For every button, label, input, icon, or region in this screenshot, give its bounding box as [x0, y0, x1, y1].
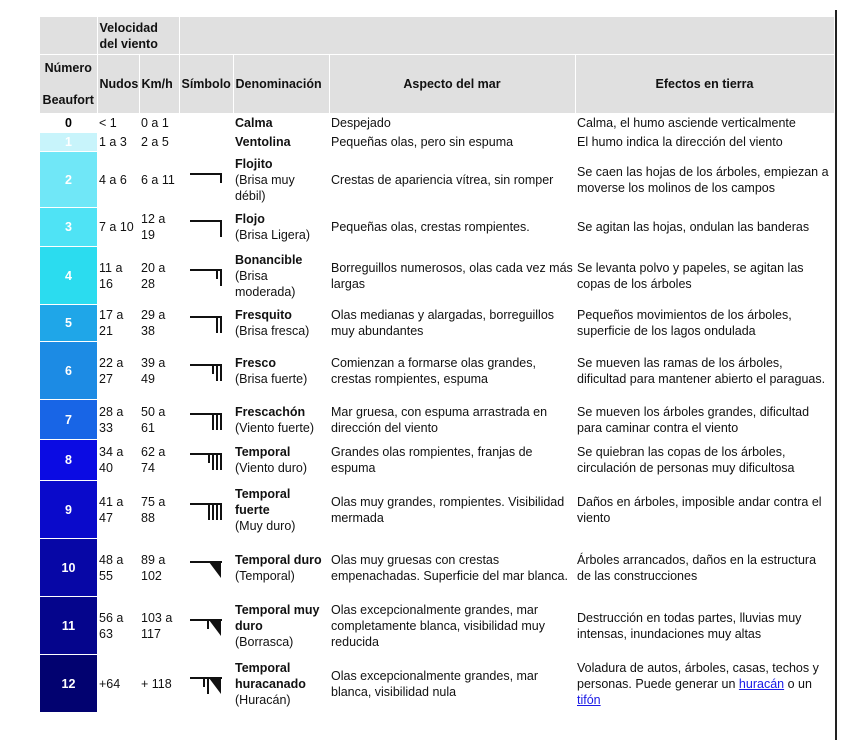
- land-text: Calma, el humo asciende verticalmente: [577, 116, 796, 130]
- symbol-cell: [179, 440, 233, 481]
- name-label: Temporal muy duro: [235, 602, 320, 633]
- table-row: [40, 440, 834, 481]
- beaufort-number-cell: 6: [40, 342, 97, 400]
- header-land: Efectos en tierra: [575, 55, 834, 114]
- knots-cell: < 1: [97, 114, 139, 133]
- beaufort-number-cell: 3: [40, 208, 97, 247]
- knots-cell: 4 a 6: [97, 152, 139, 208]
- kmh-cell: 12 a 19: [139, 208, 179, 247]
- kmh-cell: 0 a 1: [139, 114, 179, 133]
- kmh-cell: 89 a 102: [139, 539, 179, 597]
- name-subtitle: (Temporal): [235, 568, 295, 583]
- land-text: Se mueven las ramas de los árboles, dificultad para mantener abierto el paraguas.: [577, 355, 826, 386]
- symbol-cell: [179, 133, 233, 152]
- knots-cell: +64: [97, 655, 139, 713]
- name-label: Temporal duro: [235, 552, 322, 567]
- table-row: [40, 114, 834, 133]
- knots-cell: 28 a 33: [97, 400, 139, 440]
- knots-cell: 7 a 10: [97, 208, 139, 247]
- land-text: Daños en árboles, imposible andar contra el viento: [577, 494, 822, 525]
- name-cell: [233, 597, 329, 655]
- name-label: Fresquito: [235, 308, 292, 322]
- table-row: [40, 597, 834, 655]
- land-text: Se quiebran las copas de los árboles, circulación de personas muy dificultosa: [577, 445, 795, 475]
- kmh-cell: 20 a 28: [139, 247, 179, 305]
- header-row-top: [40, 17, 834, 55]
- land-text: Árboles arrancados, daños en la estructura de las construcciones: [577, 552, 817, 583]
- beaufort-number-cell: 11: [40, 597, 97, 655]
- sea-cell: Olas excepcionalmente grandes, mar blanca, visibilidad nula: [329, 655, 575, 713]
- sea-cell: Olas excepcionalmente grandes, mar completamente blanca, visibilidad muy reducida: [329, 597, 575, 655]
- name-label: Frescachón: [235, 404, 306, 419]
- beaufort-number-cell: 5: [40, 305, 97, 342]
- beaufort-number-cell: 2: [40, 152, 97, 208]
- symbol-cell: [179, 114, 233, 133]
- knots-cell: 11 a 16: [97, 247, 139, 305]
- symbol-cell: [179, 152, 233, 208]
- beaufort-scale-table: [40, 17, 835, 713]
- name-label: Temporal fuerte: [235, 486, 291, 517]
- header-symbol: Símbolo: [179, 55, 233, 114]
- name-label: Temporal huracanado: [235, 660, 306, 691]
- wind-barb-icon: [186, 263, 226, 289]
- wind-barb-icon: [186, 358, 226, 384]
- name-label: Calma: [235, 116, 273, 130]
- header-beaufort-number: [40, 55, 97, 114]
- beaufort-number-cell: 8: [40, 440, 97, 481]
- knots-cell: 34 a 40: [97, 440, 139, 481]
- table-row: [40, 400, 834, 440]
- land-cell: [575, 440, 834, 481]
- knots-cell: 56 a 63: [97, 597, 139, 655]
- land-cell: [575, 133, 834, 152]
- land-text: El humo indica la dirección del viento: [577, 135, 783, 149]
- beaufort-number-cell: 9: [40, 481, 97, 539]
- right-border-line: [835, 10, 837, 740]
- name-subtitle: (Muy duro): [235, 518, 296, 533]
- knots-cell: 22 a 27: [97, 342, 139, 400]
- name-cell: [233, 655, 329, 713]
- table-row: [40, 481, 834, 539]
- name-cell: [233, 152, 329, 208]
- header-knots: Nudos: [97, 55, 139, 114]
- kmh-cell: 50 a 61: [139, 400, 179, 440]
- header-wind-speed: Velocidad del viento: [97, 17, 179, 55]
- name-cell: [233, 305, 329, 342]
- name-subtitle: (Brisa fuerte): [235, 371, 308, 386]
- land-cell: [575, 597, 834, 655]
- beaufort-number-cell: 0: [40, 114, 97, 133]
- knots-cell: 48 a 55: [97, 539, 139, 597]
- name-cell: [233, 208, 329, 247]
- land-cell: [575, 114, 834, 133]
- sea-cell: Olas muy grandes, rompientes. Visibilidad mermada: [329, 481, 575, 539]
- land-cell: [575, 247, 834, 305]
- sea-cell: Mar gruesa, con espuma arrastrada en dirección del viento: [329, 400, 575, 440]
- beaufort-number-cell: 4: [40, 247, 97, 305]
- header-beaufort-line2: Beaufort: [42, 93, 94, 107]
- symbol-cell: [179, 208, 233, 247]
- land-text: Se mueven los árboles grandes, dificultad para caminar contra el viento: [577, 404, 810, 435]
- name-cell: [233, 133, 329, 152]
- sea-cell: Despejado: [329, 114, 575, 133]
- wind-barb-icon: [186, 407, 226, 433]
- name-subtitle: (Viento duro): [235, 461, 308, 475]
- name-label: Temporal: [235, 445, 291, 459]
- name-cell: [233, 400, 329, 440]
- name-label: Fresco: [235, 355, 276, 370]
- kmh-cell: 62 a 74: [139, 440, 179, 481]
- table-row: [40, 342, 834, 400]
- name-label: Ventolina: [235, 135, 291, 149]
- land-cell: [575, 400, 834, 440]
- symbol-cell: [179, 247, 233, 305]
- name-subtitle: (Brisa moderada): [235, 268, 296, 299]
- sea-cell: Olas muy gruesas con crestas empenachadas. Superficie del mar blanca.: [329, 539, 575, 597]
- header-row: [40, 55, 834, 114]
- name-cell: [233, 342, 329, 400]
- land-text: Se levanta polvo y papeles, se agitan las copas de los árboles: [577, 260, 804, 291]
- table-row: [40, 305, 834, 342]
- table-row: [40, 655, 834, 713]
- kmh-cell: + 118: [139, 655, 179, 713]
- wind-barb-icon: [186, 555, 226, 581]
- name-cell: [233, 539, 329, 597]
- wind-barb-icon: [186, 447, 226, 473]
- symbol-cell: [179, 539, 233, 597]
- sea-cell: Grandes olas rompientes, franjas de espuma: [329, 440, 575, 481]
- symbol-cell: [179, 597, 233, 655]
- name-subtitle: (Brisa fresca): [235, 324, 310, 338]
- table-row: [40, 152, 834, 208]
- typhoon-link[interactable]: tifón: [577, 692, 601, 707]
- knots-cell: 1 a 3: [97, 133, 139, 152]
- name-label: Bonancible: [235, 252, 303, 267]
- beaufort-number-cell: 1: [40, 133, 97, 152]
- land-text: Se caen las hojas de los árboles, empiezan a moverse los molinos de los campos: [577, 164, 829, 195]
- symbol-cell: [179, 481, 233, 539]
- symbol-cell: [179, 400, 233, 440]
- land-cell: [575, 655, 834, 713]
- kmh-cell: 29 a 38: [139, 305, 179, 342]
- knots-cell: 17 a 21: [97, 305, 139, 342]
- land-text: Se agitan las hojas, ondulan las banderas: [577, 220, 810, 234]
- name-cell: [233, 114, 329, 133]
- land-cell: [575, 481, 834, 539]
- kmh-cell: 103 a 117: [139, 597, 179, 655]
- header-name: Denominación: [233, 55, 329, 114]
- table-row: [40, 133, 834, 152]
- table-row: [40, 539, 834, 597]
- name-label: Flojo: [235, 212, 265, 226]
- sea-cell: Borreguillos numerosos, olas cada vez más largas: [329, 247, 575, 305]
- land-cell: [575, 342, 834, 400]
- sea-cell: Comienzan a formarse olas grandes, crestas rompientes, espuma: [329, 342, 575, 400]
- header-blank: [40, 17, 97, 55]
- wind-barb-icon: [186, 167, 226, 193]
- symbol-cell: [179, 342, 233, 400]
- sea-cell: Olas medianas y alargadas, borreguillos muy abundantes: [329, 305, 575, 342]
- land-text-mid: o un: [784, 676, 812, 691]
- header-kmh: Km/h: [139, 55, 179, 114]
- wind-barb-icon: [186, 613, 226, 639]
- hurricane-link[interactable]: huracán: [738, 676, 785, 691]
- beaufort-number-cell: 12: [40, 655, 97, 713]
- sea-cell: Pequeñas olas, crestas rompientes.: [329, 208, 575, 247]
- kmh-cell: 39 a 49: [139, 342, 179, 400]
- wind-barb-icon: [186, 671, 226, 697]
- land-cell: [575, 208, 834, 247]
- knots-cell: 41 a 47: [97, 481, 139, 539]
- header-beaufort-line1: Número: [44, 61, 92, 75]
- name-subtitle: (Viento fuerte): [235, 420, 314, 435]
- name-cell: [233, 440, 329, 481]
- land-cell: [575, 152, 834, 208]
- name-subtitle: (Brisa Ligera): [235, 228, 311, 242]
- beaufort-number-cell: 7: [40, 400, 97, 440]
- name-subtitle: (Brisa muy débil): [235, 172, 295, 203]
- symbol-cell: [179, 655, 233, 713]
- name-subtitle: (Borrasca): [235, 634, 294, 649]
- header-sea: Aspecto del mar: [329, 55, 575, 114]
- name-label: Flojito: [235, 156, 273, 171]
- land-text: Destrucción en todas partes, lluvias muy intensas, inundaciones muy altas: [577, 610, 802, 641]
- wind-barb-icon: [186, 497, 226, 523]
- kmh-cell: 6 a 11: [139, 152, 179, 208]
- name-subtitle: (Huracán): [235, 692, 291, 707]
- symbol-cell: [179, 305, 233, 342]
- land-cell: [575, 305, 834, 342]
- wind-barb-icon: [186, 310, 226, 336]
- sea-cell: Crestas de apariencia vítrea, sin romper: [329, 152, 575, 208]
- name-cell: [233, 481, 329, 539]
- table-row: [40, 208, 834, 247]
- name-cell: [233, 247, 329, 305]
- kmh-cell: 2 a 5: [139, 133, 179, 152]
- land-text: Voladura de autos, árboles, casas, techos y personas. Puede generar un: [577, 660, 819, 691]
- header-blank-span: [179, 17, 834, 55]
- beaufort-number-cell: 10: [40, 539, 97, 597]
- wind-barb-icon: [186, 214, 226, 240]
- sea-cell: Pequeñas olas, pero sin espuma: [329, 133, 575, 152]
- kmh-cell: 75 a 88: [139, 481, 179, 539]
- land-text: Pequeños movimientos de los árboles, superficie de los lagos ondulada: [577, 308, 792, 338]
- land-cell: [575, 539, 834, 597]
- table-row: [40, 247, 834, 305]
